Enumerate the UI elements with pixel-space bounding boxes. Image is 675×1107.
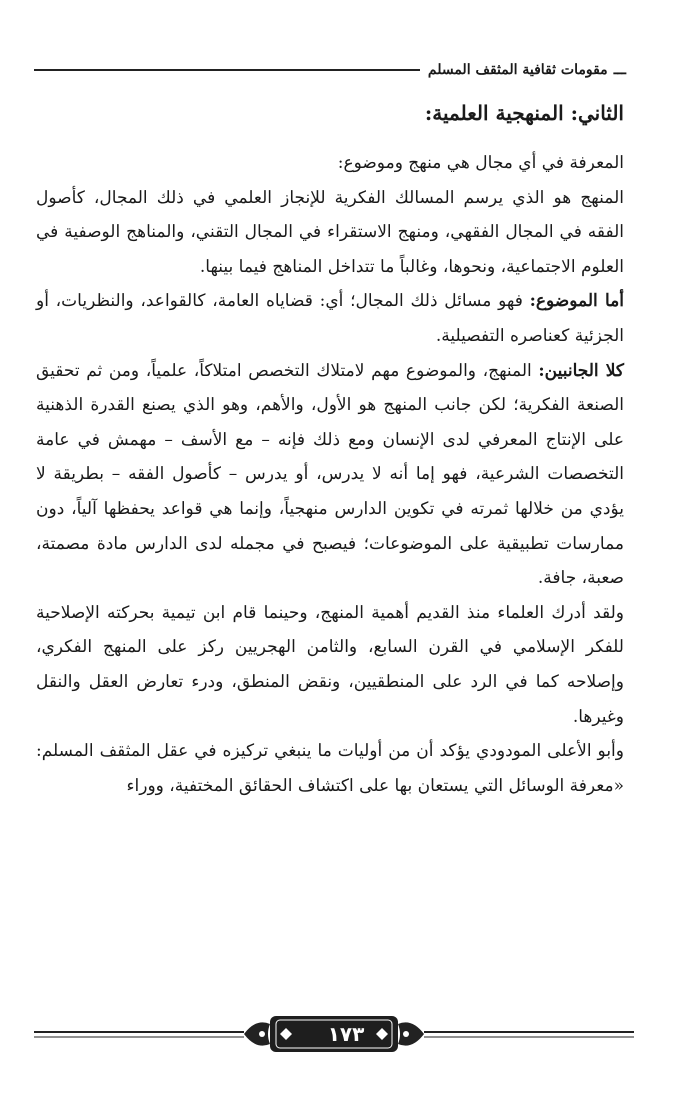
paragraph-text: المنهج، والموضوع مهم لامتلاك التخصص امتلاكاً، علمياً، ومن ثم تحقيق الصنعة الفكرية؛ لكن جانب المنهج هو الأول، والأهم، وهو الذي يصنع القدرة الذهنية على الإنتاج المعرفي لدى الإنسان ومع ذلك فإنه – مع الأسف – مهمش في عامة التخصصات الشرعية، فهو إما أنه لا يدرس، أو يدرس – كأصول الفقه – بطريقة لا يؤدي من خلالها ثمرته في تكوين الدارس منهجياً، وإنما هي قواعد يحفظها آلياً، دون ممارسات تطبيقية على الموضوعات؛ فيصبح في مجمله لدى الدارس مادة مصمتة، صعبة، جافة.	[36, 360, 624, 589]
running-header	[34, 58, 626, 82]
paragraph-text: ولقد أدرك العلماء منذ القديم أهمية المنهج، وحينما قام ابن تيمية بحركته الإصلاحية للفكر الإسلامي في القرن السابع، والثامن الهجريين ركز على المنهج الفكري، وإصلاحه كما في الرد على المنطقيين، ونقض المنطق، ودرء تعارض العقل والنقل وغيرها.	[36, 602, 624, 727]
header-rule	[34, 69, 420, 71]
page-number: ١٧٣	[327, 1022, 365, 1046]
page-body	[36, 96, 624, 803]
paragraph	[36, 596, 624, 734]
paragraph	[36, 146, 624, 181]
paragraph	[36, 354, 624, 596]
page-footer	[34, 1012, 634, 1056]
section-heading: الثاني: المنهجية العلمية:	[424, 101, 624, 125]
paragraph-lead: كلا الجانبين:	[538, 360, 624, 381]
paragraph	[36, 734, 624, 803]
paragraph-text: فهو مسائل ذلك المجال؛ أي: قضاياه العامة، كالقواعد، والنظريات، أو الجزئية كعناصره التفصيلية.	[36, 291, 624, 346]
paragraph	[36, 284, 624, 353]
paragraph	[36, 181, 624, 285]
paragraph-text: المعرفة في أي مجال هي منهج وموضوع:	[337, 153, 624, 173]
paragraph-text: المنهج هو الذي يرسم المسالك الفكرية للإنجاز العلمي في ذلك المجال، كأصول الفقه في المجال الفقهي، ومنهج الاستقراء في المجال التقني، والمناهج الوصفية في العلوم الاجتماعية، ونحوها، وغالباً ما تتداخل المناهج فيما بينها.	[36, 187, 624, 277]
running-header-title: مقومات ثقافية المثقف المسلم	[427, 62, 608, 78]
paragraph-text: وأبو الأعلى المودودي يؤكد أن من أوليات ما ينبغي تركيزه في عقل المثقف المسلم: «معرفة الوسائل التي يستعان بها على اكتشاف الحقائق المختفية، ووراء	[36, 741, 624, 796]
header-dash: ـــ	[613, 62, 626, 78]
paragraph-lead: أما الموضوع:	[529, 291, 625, 312]
